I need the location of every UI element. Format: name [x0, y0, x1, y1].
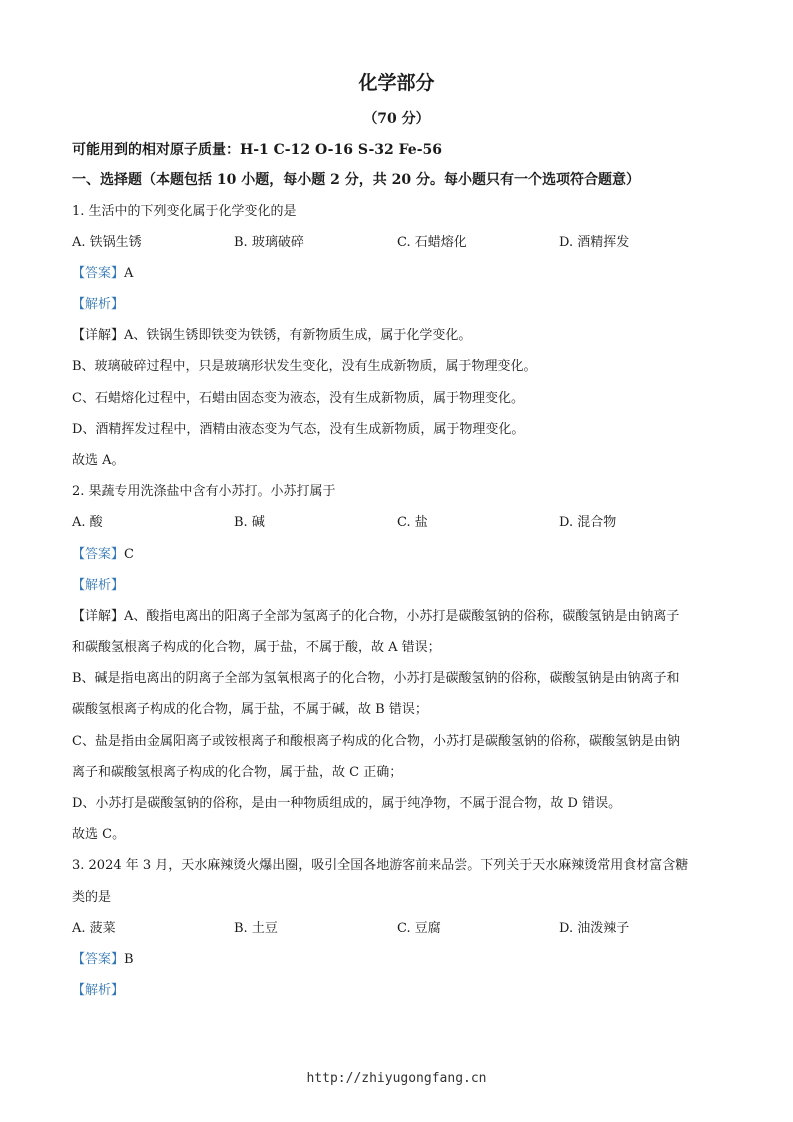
detail-text: A、铁锅生锈即铁变为铁锈，有新物质生成，属于化学变化。 — [124, 328, 472, 343]
page-subtitle: （70 分） — [363, 111, 430, 127]
q1-option-d: D. 酒精挥发 — [559, 235, 630, 250]
page-title: 化学部分 — [358, 72, 435, 94]
answer-label: 【答案】 — [72, 547, 125, 562]
q1-analysis-label: 【解析】 — [72, 297, 125, 312]
q1-option-c: C. 石蜡熔化 — [397, 235, 467, 250]
q3-option-a: A. 菠菜 — [72, 921, 116, 936]
q2-detail-4: C、盐是指由金属阳离子或铵根离子和酸根离子构成的化合物，小苏打是碳酸氢钠的俗称，碳酸氢钠是由钠 — [72, 734, 680, 749]
q2-detail-0 — [72, 608, 732, 626]
q1-detail-0 — [72, 327, 732, 345]
q1-detail-3: D、酒精挥发过程中，酒精由液态变为气态，没有生成新物质，属于物理变化。 — [72, 422, 525, 437]
detail-text: A、酸指电离出的阳离子全部为氢离子的化合物，小苏打是碳酸氢钠的俗称，碳酸氢钠是由钠离子 — [124, 609, 680, 624]
q3-option-d: D. 油泼辣子 — [559, 921, 630, 936]
q1-detail-2: C、石蜡熔化过程中，石蜡由固态变为液态，没有生成新物质，属于物理变化。 — [72, 391, 524, 406]
q1-conclusion: 故选 A。 — [72, 453, 125, 468]
q2-option-d: D. 混合物 — [559, 515, 617, 530]
answer-value: B — [124, 952, 134, 967]
q2-analysis-label: 【解析】 — [72, 578, 125, 593]
q3-option-b: B. 土豆 — [234, 921, 278, 936]
q3-analysis-label: 【解析】 — [72, 983, 125, 998]
answer-value: A — [124, 266, 134, 281]
atomic-masses: 可能用到的相对原子质量：H-1 C-12 O-16 S-32 Fe-56 — [72, 142, 443, 158]
q2-detail-6: D、小苏打是碳酸氢钠的俗称，是由一种物质组成的，属于纯净物，不属于混合物，故 D 错误。 — [72, 796, 622, 811]
q2-option-a: A. 酸 — [72, 515, 103, 530]
detail-label: 【详解】 — [72, 609, 125, 624]
footer-url[interactable]: http://zhiyugongfang.cn — [306, 1071, 487, 1086]
q2-detail-5: 离子和碳酸氢根离子构成的化合物，属于盐，故 C 正确； — [72, 765, 403, 780]
answer-label: 【答案】 — [72, 266, 125, 281]
q1-detail-1: B、玻璃破碎过程中，只是玻璃形状发生变化，没有生成新物质，属于物理变化。 — [72, 359, 537, 374]
q2-detail-1: 和碳酸氢根离子构成的化合物，属于盐，不属于酸，故 A 错误； — [72, 640, 441, 655]
q3-option-c: C. 豆腐 — [397, 921, 441, 936]
q2-detail-2: B、碱是指电离出的阴离子全部为氢氧根离子的化合物，小苏打是碳酸氢钠的俗称，碳酸氢钠是由钠离子和 — [72, 671, 680, 686]
answer-label: 【答案】 — [72, 952, 125, 967]
q2-stem: 2. 果蔬专用洗涤盐中含有小苏打。小苏打属于 — [72, 484, 336, 499]
q2-detail-3: 碳酸氢根离子构成的化合物，属于盐，不属于碱，故 B 错误； — [72, 702, 428, 717]
q1-stem: 1. 生活中的下列变化属于化学变化的是 — [72, 204, 297, 219]
q3-stem-1: 类的是 — [72, 890, 112, 905]
q1-option-a: A. 铁锅生锈 — [72, 235, 142, 250]
q1-option-b: B. 玻璃破碎 — [234, 235, 304, 250]
answer-value: C — [124, 547, 134, 562]
q3-stem-0: 3. 2024 年 3 月，天水麻辣烫火爆出圈，吸引全国各地游客前来品尝。下列关于天水麻辣烫常用食材富含糖 — [72, 858, 689, 873]
q2-option-c: C. 盐 — [397, 515, 428, 530]
detail-label: 【详解】 — [72, 328, 125, 343]
q2-answer — [72, 546, 732, 564]
q1-answer — [72, 265, 732, 283]
q2-conclusion: 故选 C。 — [72, 827, 126, 842]
section-header: 一、选择题（本题包括 10 小题，每小题 2 分，共 20 分。每小题只有一个选项符合题意） — [72, 172, 640, 188]
q3-answer — [72, 951, 732, 969]
q2-option-b: B. 碱 — [234, 515, 265, 530]
